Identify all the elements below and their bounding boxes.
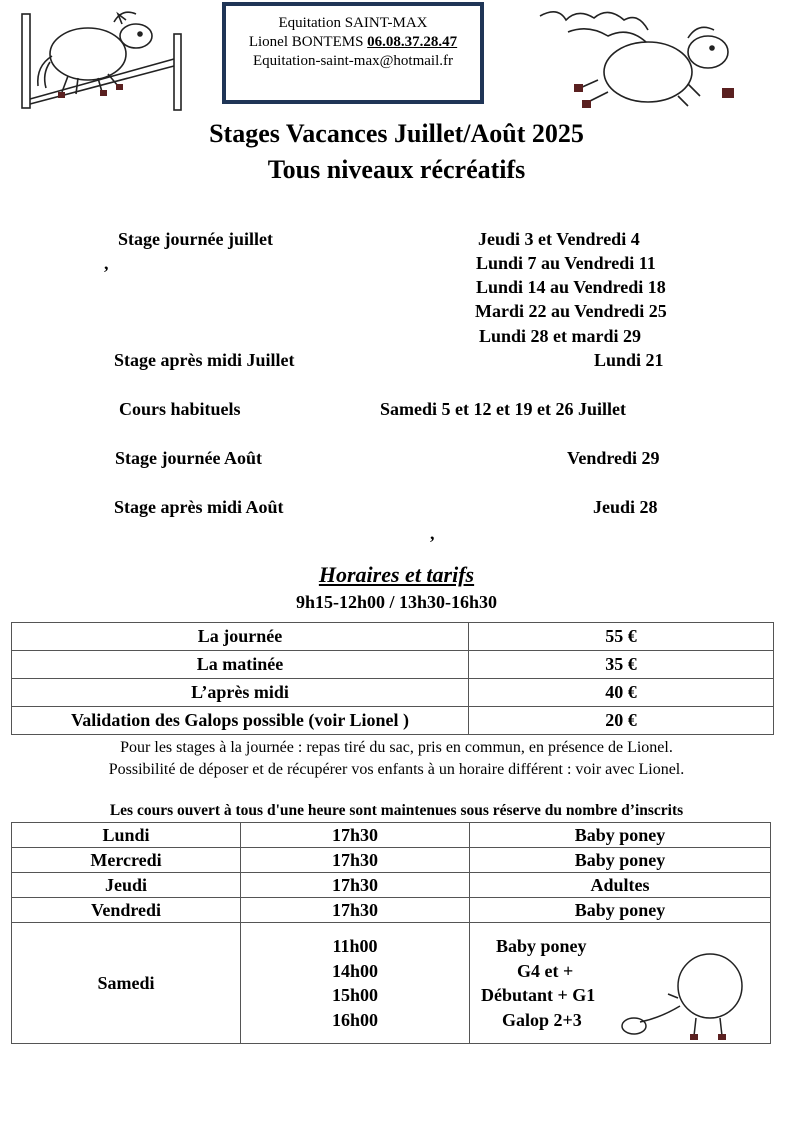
tarif-label: La journée [12, 623, 469, 651]
aout-journee-label: Stage journée Août [115, 448, 262, 468]
cours-time: 17h30 [241, 823, 470, 848]
samedi-time: 16h00 [331, 1009, 378, 1030]
cours-level: Adultes [470, 873, 771, 898]
page-title: Stages Vacances Juillet/Août 2025 [209, 119, 584, 148]
cours-level: Baby poney [470, 823, 771, 848]
juillet-journee-date: Mardi 22 au Vendredi 25 [475, 301, 667, 321]
stray-comma: , [430, 523, 435, 543]
stray-comma: , [104, 253, 109, 273]
juillet-apres-midi-date: Lundi 21 [594, 350, 664, 370]
cours-heading: Les cours ouvert à tous d'une heure sont maintenues sous réserve du nombre d’inscrits [109, 802, 684, 819]
cours-day: Jeudi [12, 873, 241, 898]
juillet-journee-date: Jeudi 3 et Vendredi 4 [478, 229, 640, 249]
cours-time: 17h30 [241, 873, 470, 898]
contact-email: Equitation-saint-max@hotmail.fr [252, 53, 454, 69]
juillet-journee-date: Lundi 28 et mardi 29 [479, 326, 642, 346]
samedi-level: Débutant + G1 [481, 985, 596, 1005]
contact-box [222, 2, 484, 104]
tarif-price: 20 € [469, 707, 774, 735]
cours-day: Mercredi [12, 848, 241, 873]
tarif-label: Validation des Galops possible (voir Lionel ) [12, 707, 469, 735]
cours-habituels-label: Cours habituels [119, 399, 241, 419]
fat-pony-illustration [538, 2, 753, 110]
table-row [12, 823, 771, 848]
horaires-heading: Horaires et tarifs [318, 562, 475, 587]
page-subtitle: Tous niveaux récréatifs [267, 155, 526, 184]
samedi-level: G4 et + [517, 960, 574, 981]
cours-day: Vendredi [12, 898, 241, 923]
cours-time: 17h30 [241, 898, 470, 923]
samedi-level: Baby poney [496, 936, 587, 956]
juillet-apres-midi-label: Stage après midi Juillet [114, 350, 295, 370]
tarif-price: 40 € [469, 679, 774, 707]
table-row [12, 707, 774, 735]
samedi-time: 11h00 [332, 936, 378, 956]
contact-phone: 06.08.37.28.47 [367, 34, 458, 50]
tarif-price: 35 € [469, 651, 774, 679]
samedi-times [241, 923, 470, 1044]
juillet-journee-date: Lundi 7 au Vendredi 11 [476, 253, 656, 273]
table-row [12, 679, 774, 707]
tarif-label: L’après midi [12, 679, 469, 707]
table-row [12, 898, 771, 923]
contact-line [226, 33, 480, 52]
samedi-time: 15h00 [331, 985, 378, 1005]
juillet-journee-date: Lundi 14 au Vendredi 18 [476, 277, 666, 297]
cours-level: Baby poney [470, 898, 771, 923]
horaires-times: 9h15-12h00 / 13h30-16h30 [295, 592, 498, 612]
samedi-time: 14h00 [331, 960, 378, 981]
samedi-level: Galop 2+3 [502, 1009, 582, 1030]
cours-habituels-date: Samedi 5 et 12 et 19 et 26 Juillet [380, 399, 626, 419]
juillet-journee-label: Stage journée juillet [118, 229, 273, 249]
table-row [12, 873, 771, 898]
table-row [12, 848, 771, 873]
note-repas: Pour les stages à la journée : repas tiré du sac, pris en commun, en présence de Lionel. [120, 739, 673, 756]
tarif-label: La matinée [12, 651, 469, 679]
note-horaire: Possibilité de déposer et de récupérer vos enfants à un horaire différent : voir avec Lionel. [108, 761, 685, 778]
round-pony-illustration [620, 948, 760, 1044]
jumping-pony-illustration [18, 4, 183, 112]
cours-day: Lundi [12, 823, 241, 848]
aout-journee-date: Vendredi 29 [567, 448, 660, 468]
contact-name: Lionel BONTEMS [248, 34, 364, 50]
aout-apres-midi-date: Jeudi 28 [593, 497, 658, 517]
club-name: Equitation SAINT-MAX [278, 15, 428, 31]
cours-day: Samedi [12, 923, 241, 1044]
cours-time: 17h30 [241, 848, 470, 873]
table-row [12, 651, 774, 679]
tarifs-table [11, 622, 774, 735]
aout-apres-midi-label: Stage après midi Août [114, 497, 284, 517]
cours-level: Baby poney [470, 848, 771, 873]
tarif-price: 55 € [469, 623, 774, 651]
table-row [12, 623, 774, 651]
